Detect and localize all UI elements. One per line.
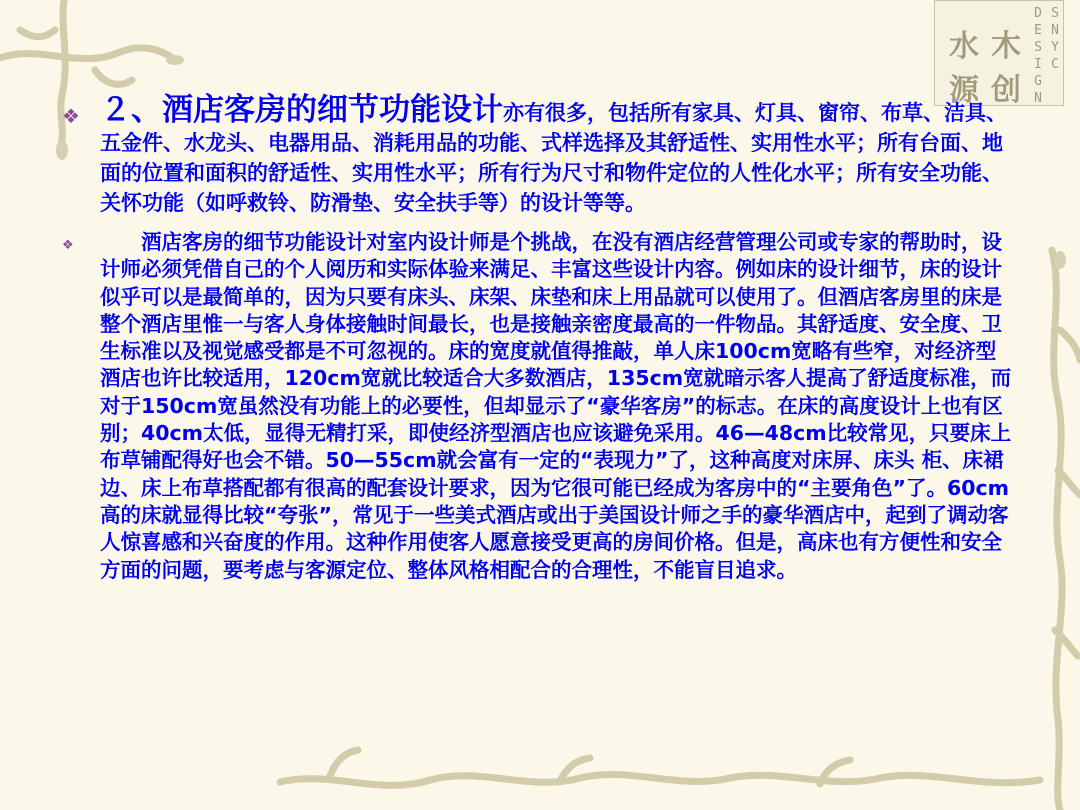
brand-logo [934, 0, 1064, 106]
section-heading: ２、酒店客房的细节功能设计 [100, 92, 503, 128]
logo-code-text: SNYC [1051, 6, 1059, 72]
logo-char: 水 [949, 29, 979, 64]
paragraph-indent [100, 230, 141, 254]
paragraph-text: 酒店客房的细节功能设计对室内设计师是个挑战，在没有酒店经营管理公司或专家的帮助时，设计师必须凭借自己的个人阅历和实际体验来满足、丰富这些设计内容。例如床的设计细节，床的设计似乎可以是最简单的，因为只要有床头、床架、床垫和床上用品就可以使用了。但酒店客房里的床是整个酒店里惟一与客人身体接触时间最长，也是接触亲密度最高的一件物品。其舒适度、安全度、卫生标准以及视觉感受都是不可忽视的。床的宽度就值得推敲，单人床100cm宽略有些窄，对经济型酒店也许比较适用，120cm宽就比较适合大多数酒店，135cm宽就暗示客人提高了舒适度标准，而对于150cm宽虽然没有功能上的必要性，但却显示了“豪华客房”的标志。在床的高度设计上也有区别；40cm太低，显得无精打采，即使经济型酒店也应该避免采用。46—48cm比较常见，只要床上布草铺配得好也会不错。50—55cm就会富有一定的“表现力”了，这种高度对床屏、床头 柜、床裙边、床上布草搭配都有很高的配套设计要求，因为它很可能已经成为客房中的“主要角色”了。60cm高的床就显得比较“夸张”，常见于一些美式酒店或出于美国设计师之手的豪华酒店中，起到了调动客人惊喜感和兴奋度的作用。这种作用使客人愿意接受更高的房间价格。但是，高床也有方便性和安全方面的问题，要考虑与客源定位、整体风格相配合的合理性，不能盲目追求。 [100, 230, 1012, 582]
bullet-paragraph-2 [62, 229, 1012, 584]
logo-characters [943, 21, 1027, 108]
bullet-paragraph-1 [62, 92, 1012, 218]
logo-char: 创 [991, 73, 1021, 108]
logo-char: 源 [949, 73, 979, 108]
diamond-bullet-icon: ❖ [62, 104, 80, 128]
slide-content [62, 92, 1012, 584]
paragraph-text: 亦有很多，包括所有家具、灯具、窗帘、布草、洁具、五金件、水龙头、电器用品、消耗用品的功能、式样选择及其舒适性、实用性水平；所有台面、地面的位置和面积的舒适性、实用性水平；所有行为尺寸和物件定位的人性化水平；所有安全功能、关怀功能（如呼救铃、防滑垫、安全扶手等）的设计等等。 [100, 101, 1007, 215]
diamond-bullet-icon: ❖ [62, 238, 74, 253]
logo-design-text: DESIGN [1034, 6, 1042, 106]
logo-char: 木 [991, 29, 1021, 64]
